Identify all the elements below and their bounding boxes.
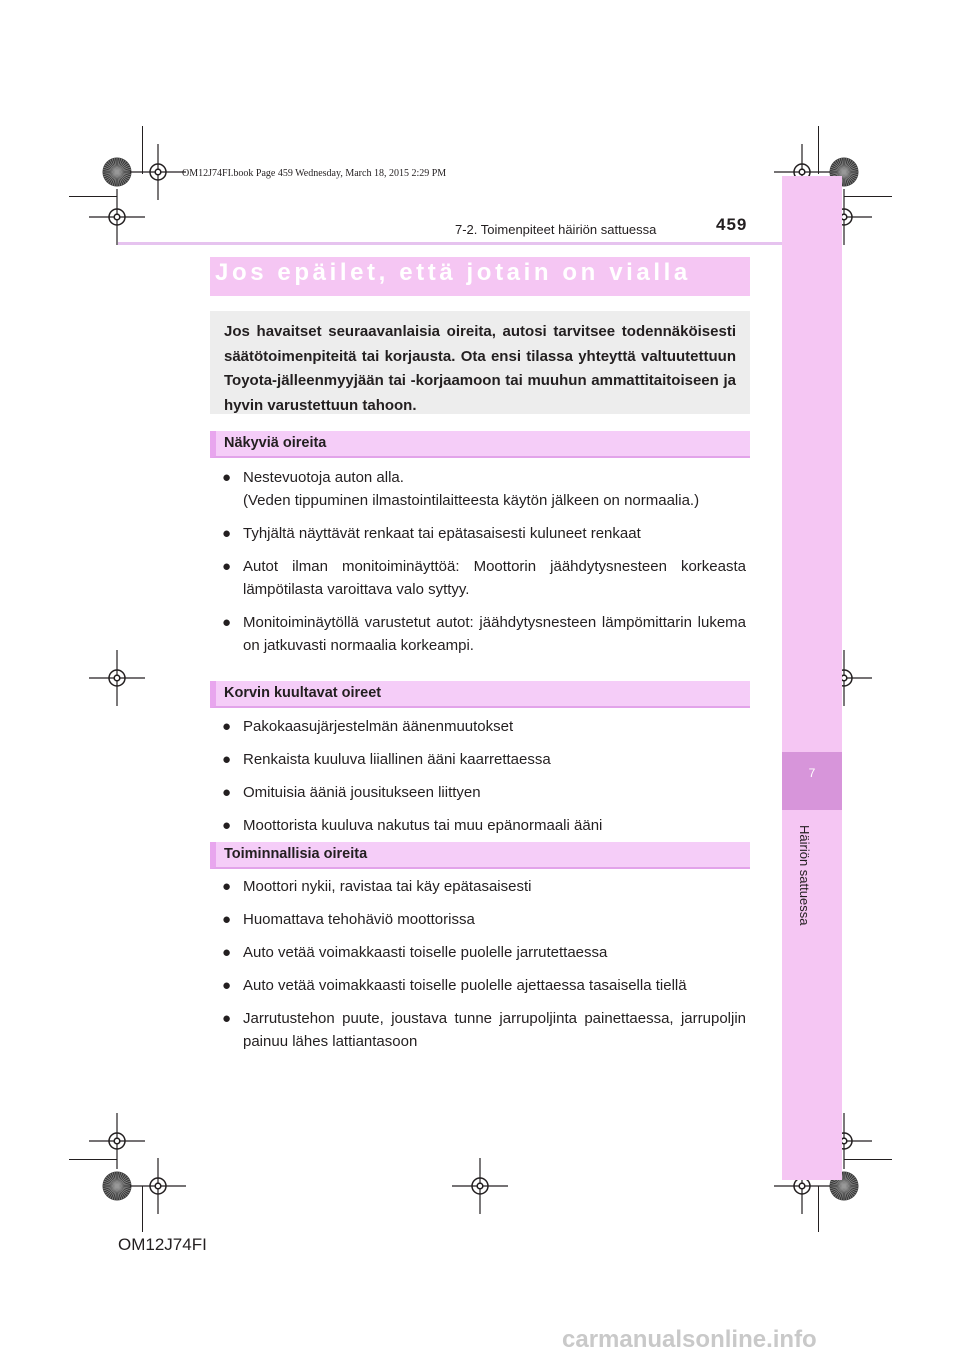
list-item: ● Pakokaasujärjestelmän äänenmuutokset — [222, 715, 746, 738]
list-item: ● Autot ilman monitoiminäyttöä: Moottorin jäähdytysnesteen korkeasta lämpötilasta varoittava valo syttyy. — [222, 555, 746, 601]
list-item: ● Moottorista kuuluva nakutus tai muu epänormaali ääni — [222, 814, 746, 837]
list-item: ● Nestevuotoja auton alla. (Veden tippuminen ilmastointilaitteesta käytön jälkeen on normaalia.) — [222, 466, 746, 512]
bullet-icon: ● — [222, 751, 232, 768]
bullet-icon: ● — [222, 944, 232, 961]
header-section-title: 7-2. Toimenpiteet häiriön sattuessa — [455, 222, 657, 237]
book-info: OM12J74FI.book Page 459 Wednesday, March 18, 2015 2:29 PM — [182, 168, 447, 179]
trim-line — [69, 196, 117, 197]
bullet-icon: ● — [222, 525, 232, 542]
chapter-title: Häiriön sattuessa — [797, 825, 812, 926]
list-item: ● Jarrutustehon puute, joustava tunne jarrupoljinta painettaessa, jarrupoljin painuu lähes lattiantasoon — [222, 1007, 746, 1053]
registration-sunburst-icon — [102, 1171, 132, 1201]
page-title: Jos epäilet, että jotain on vialla — [215, 259, 691, 286]
list-item: ● Moottori nykii, ravistaa tai käy epätasaisesti — [222, 875, 746, 898]
trim-line — [844, 1159, 892, 1160]
section-heading-label: Toiminnallisia oireita — [224, 846, 368, 862]
chapter-side-tab — [782, 176, 842, 1180]
list-item: ● Monitoiminäytöllä varustetut autot: jäähdytysnesteen lämpömittarin lukema on jatkuvasti normaalia korkeampi. — [222, 611, 746, 657]
registration-sunburst-icon — [102, 157, 132, 187]
list-functional-symptoms — [222, 875, 746, 1063]
crosshair-icon — [89, 189, 145, 245]
list-item: ● Auto vetää voimakkaasti toiselle puolelle jarrutettaessa — [222, 941, 746, 964]
chapter-number: 7 — [808, 766, 816, 780]
trim-line — [844, 196, 892, 197]
section-heading-functional — [210, 842, 750, 869]
bullet-icon: ● — [222, 878, 232, 895]
list-audible-symptoms — [222, 715, 746, 847]
bullet-icon: ● — [222, 558, 232, 575]
trim-line — [818, 126, 819, 174]
bullet-icon: ● — [222, 718, 232, 735]
trim-line — [818, 1186, 819, 1232]
section-heading-audible — [210, 681, 750, 708]
intro-box — [210, 311, 750, 414]
trim-line — [69, 1159, 117, 1160]
list-item: ● Tyhjältä näyttävät renkaat tai epätasaisesti kuluneet renkaat — [222, 522, 746, 545]
bullet-icon: ● — [222, 1010, 232, 1027]
page-number: 459 — [716, 215, 748, 234]
bullet-icon: ● — [222, 784, 232, 801]
bullet-icon: ● — [222, 817, 232, 834]
watermark: carmanualsonline.info — [562, 1326, 817, 1353]
footer-code: OM12J74FI — [118, 1235, 207, 1254]
list-item: ● Renkaista kuuluva liiallinen ääni kaarrettaessa — [222, 748, 746, 771]
section-heading-label: Näkyviä oireita — [224, 435, 327, 451]
bullet-icon: ● — [222, 977, 232, 994]
crosshair-icon — [452, 1158, 508, 1214]
crosshair-icon — [89, 650, 145, 706]
section-heading-visible — [210, 431, 750, 458]
chapter-number-box — [782, 752, 842, 810]
trim-line — [142, 1186, 143, 1232]
list-item: ● Auto vetää voimakkaasti toiselle puolelle ajettaessa tasaisella tiellä — [222, 974, 746, 997]
list-visible-symptoms — [222, 466, 746, 667]
header-rule — [118, 242, 782, 245]
intro-text: Jos havaitset seuraavanlaisia oireita, autosi tarvitsee todennäköisesti säätötoimenpiteitä tai korjausta. Ota ensi tilassa yhteyttä valtuutettuun Toyota-jälleenmyyjään tai -korjaamoon tai muuhun ammattitaitoiseen ja hyvin varustettuun tahoon. — [224, 323, 736, 414]
bullet-icon: ● — [222, 614, 232, 631]
crosshair-icon — [130, 1158, 186, 1214]
list-item: ● Huomattava tehohäviö moottorissa — [222, 908, 746, 931]
bullet-icon: ● — [222, 911, 232, 928]
section-heading-label: Korvin kuultavat oireet — [224, 685, 382, 701]
trim-line — [142, 126, 143, 174]
bullet-icon: ● — [222, 469, 232, 486]
list-item: ● Omituisia ääniä jousitukseen liittyen — [222, 781, 746, 804]
